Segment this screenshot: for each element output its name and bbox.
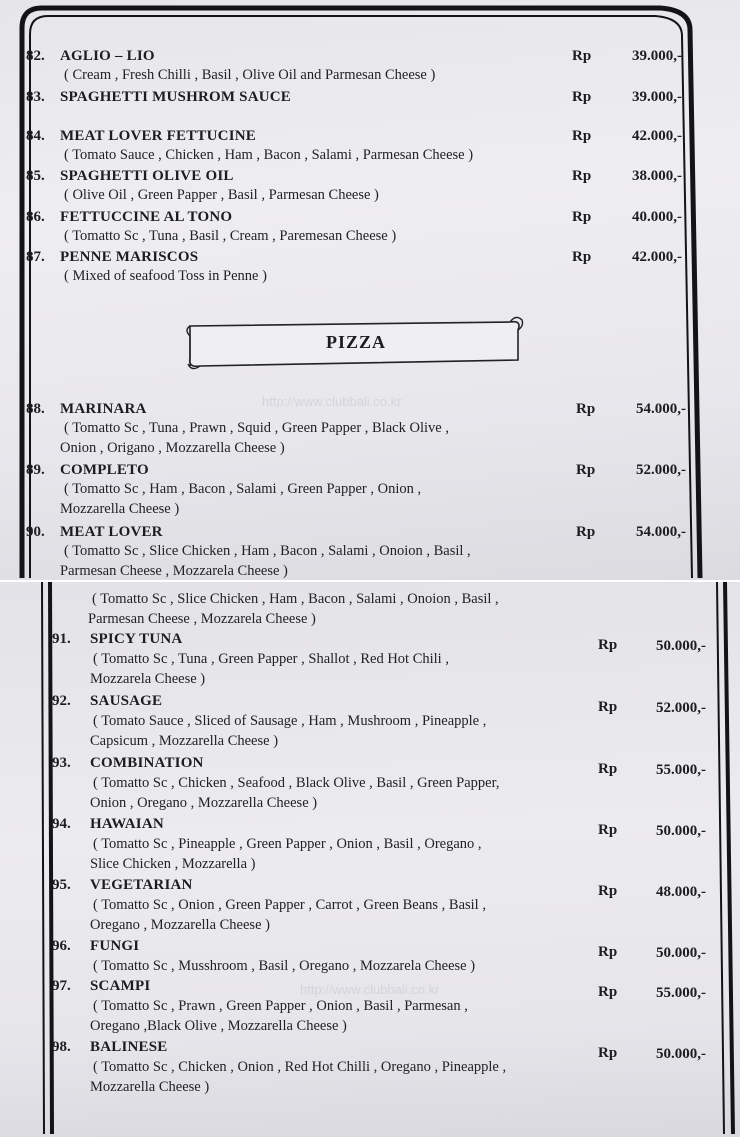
- item-name: FUNGI: [90, 938, 140, 954]
- item-number: 98.: [52, 1039, 71, 1055]
- item-number: 93.: [52, 755, 71, 771]
- item-number: 90.: [26, 524, 45, 540]
- item-description: Capsicum , Mozzarella Cheese ): [90, 733, 279, 749]
- item-name: BALINESE: [90, 1039, 168, 1055]
- item-name: COMPLETO: [60, 462, 149, 478]
- item-name: COMBINATION: [90, 755, 204, 771]
- item-price: 55.000,-: [656, 985, 706, 1001]
- item-name: MARINARA: [60, 401, 147, 417]
- currency-label: Rp: [598, 822, 618, 838]
- item-name: MEAT LOVER: [60, 524, 163, 540]
- currency-label: Rp: [576, 524, 596, 540]
- item-description: ( Tomatto Sc , Pineapple , Green Papper , Onion , Basil , Oregano ,: [93, 836, 482, 852]
- currency-label: Rp: [598, 761, 618, 777]
- item-description: Mozzarella Cheese ): [90, 1079, 210, 1095]
- item-name: SPAGHETTI MUSHROM SAUCE: [60, 89, 292, 105]
- currency-label: Rp: [572, 89, 592, 105]
- item-description: ( Mixed of seafood Toss in Penne ): [64, 268, 267, 284]
- item-number: 96.: [52, 938, 71, 954]
- item-price: 55.000,-: [656, 762, 706, 778]
- currency-label: Rp: [598, 637, 618, 653]
- item-name: MEAT LOVER FETTUCINE: [60, 128, 256, 144]
- item-description: Slice Chicken , Mozzarella ): [90, 856, 256, 872]
- item-description: Onion , Origano , Mozzarella Cheese ): [60, 440, 285, 456]
- item-description: ( Tomatto Sc , Ham , Bacon , Salami , Green Papper , Onion ,: [64, 481, 422, 497]
- item-price: 54.000,-: [636, 401, 686, 417]
- item-description: Oregano , Mozzarella Cheese ): [90, 917, 270, 933]
- item-description: ( Tomato Sauce , Sliced of Sausage , Ham , Mushroom , Pineapple ,: [93, 713, 487, 729]
- item-price: 50.000,-: [656, 823, 706, 839]
- pizza-banner: [180, 308, 525, 374]
- item-number: 87.: [26, 249, 45, 265]
- item-description: ( Tomatto Sc , Chicken , Onion , Red Hot Chilli , Oregano , Pineapple ,: [93, 1059, 507, 1075]
- item-number: 89.: [26, 462, 45, 478]
- currency-label: Rp: [576, 401, 596, 417]
- item-description: ( Olive Oil , Green Papper , Basil , Parmesan Cheese ): [64, 187, 379, 203]
- item-description: ( Tomatto Sc , Slice Chicken , Ham , Bacon , Salami , Onoion , Basil ,: [92, 591, 499, 607]
- item-price: 52.000,-: [656, 700, 706, 716]
- item-name: PENNE MARISCOS: [60, 249, 199, 265]
- item-description: ( Tomatto Sc , Tuna , Green Papper , Shallot , Red Hot Chili ,: [93, 651, 449, 667]
- item-name: SPAGHETTI OLIVE OIL: [60, 168, 234, 184]
- section-title-pizza: PIZZA: [326, 332, 387, 352]
- currency-label: Rp: [598, 699, 618, 715]
- currency-label: Rp: [598, 984, 618, 1000]
- item-description: ( Tomatto Sc , Prawn , Green Papper , Onion , Basil , Parmesan ,: [93, 998, 468, 1014]
- item-price: 40.000,-: [632, 209, 682, 225]
- item-price: 39.000,-: [632, 48, 682, 64]
- watermark-text: http://www.clubbali.co.kr: [262, 394, 402, 409]
- item-price: 42.000,-: [632, 128, 682, 144]
- item-number: 82.: [26, 48, 45, 64]
- item-number: 84.: [26, 128, 45, 144]
- item-number: 97.: [52, 978, 71, 994]
- watermark-text: http://www.clubbali.co.kr: [300, 982, 440, 997]
- item-description: Parmesan Cheese , Mozzarela Cheese ): [60, 563, 288, 579]
- item-description: Mozzarela Cheese ): [90, 671, 206, 687]
- currency-label: Rp: [572, 209, 592, 225]
- item-number: 86.: [26, 209, 45, 225]
- item-number: 83.: [26, 89, 45, 105]
- item-number: 91.: [52, 631, 71, 647]
- item-price: 50.000,-: [656, 1046, 706, 1062]
- item-description: ( Cream , Fresh Chilli , Basil , Olive Oil and Parmesan Cheese ): [64, 67, 436, 83]
- item-description: ( Tomatto Sc , Onion , Green Papper , Carrot , Green Beans , Basil ,: [93, 897, 486, 913]
- currency-label: Rp: [576, 462, 596, 478]
- currency-label: Rp: [572, 249, 592, 265]
- item-price: 52.000,-: [636, 462, 686, 478]
- item-number: 88.: [26, 401, 45, 417]
- item-price: 38.000,-: [632, 168, 682, 184]
- item-name: AGLIO – LIO: [60, 48, 155, 64]
- item-name: SPICY TUNA: [90, 631, 183, 647]
- currency-label: Rp: [598, 944, 618, 960]
- currency-label: Rp: [572, 128, 592, 144]
- item-name: SAUSAGE: [90, 693, 163, 709]
- currency-label: Rp: [572, 168, 592, 184]
- item-number: 94.: [52, 816, 71, 832]
- item-price: 48.000,-: [656, 884, 706, 900]
- item-description: Oregano ,Black Olive , Mozzarella Cheese ): [90, 1018, 347, 1034]
- item-price: 54.000,-: [636, 524, 686, 540]
- currency-label: Rp: [598, 1045, 618, 1061]
- item-description: Mozzarella Cheese ): [60, 501, 180, 517]
- item-description: ( Tomato Sauce , Chicken , Ham , Bacon , Salami , Parmesan Cheese ): [64, 147, 474, 163]
- item-number: 92.: [52, 693, 71, 709]
- item-description: Onion , Oregano , Mozzarella Cheese ): [90, 795, 318, 811]
- item-name: FETTUCCINE AL TONO: [60, 209, 233, 225]
- item-description: ( Tomatto Sc , Slice Chicken , Ham , Bacon , Salami , Onoion , Basil ,: [64, 543, 471, 559]
- currency-label: Rp: [598, 883, 618, 899]
- item-number: 85.: [26, 168, 45, 184]
- item-description: ( Tomatto Sc , Tuna , Basil , Cream , Paremesan Cheese ): [64, 228, 397, 244]
- item-name: HAWAIAN: [90, 816, 164, 832]
- item-price: 42.000,-: [632, 249, 682, 265]
- item-price: 39.000,-: [632, 89, 682, 105]
- currency-label: Rp: [572, 48, 592, 64]
- item-price: 50.000,-: [656, 945, 706, 961]
- item-price: 50.000,-: [656, 638, 706, 654]
- item-description: Parmesan Cheese , Mozzarela Cheese ): [88, 611, 316, 627]
- item-description: ( Tomatto Sc , Musshroom , Basil , Oregano , Mozzarela Cheese ): [93, 958, 476, 974]
- item-number: 95.: [52, 877, 71, 893]
- item-name: VEGETARIAN: [90, 877, 193, 893]
- item-name: SCAMPI: [90, 978, 151, 994]
- item-description: ( Tomatto Sc , Tuna , Prawn , Squid , Green Papper , Black Olive ,: [64, 420, 449, 436]
- item-description: ( Tomatto Sc , Chicken , Seafood , Black Olive , Basil , Green Papper,: [93, 775, 500, 791]
